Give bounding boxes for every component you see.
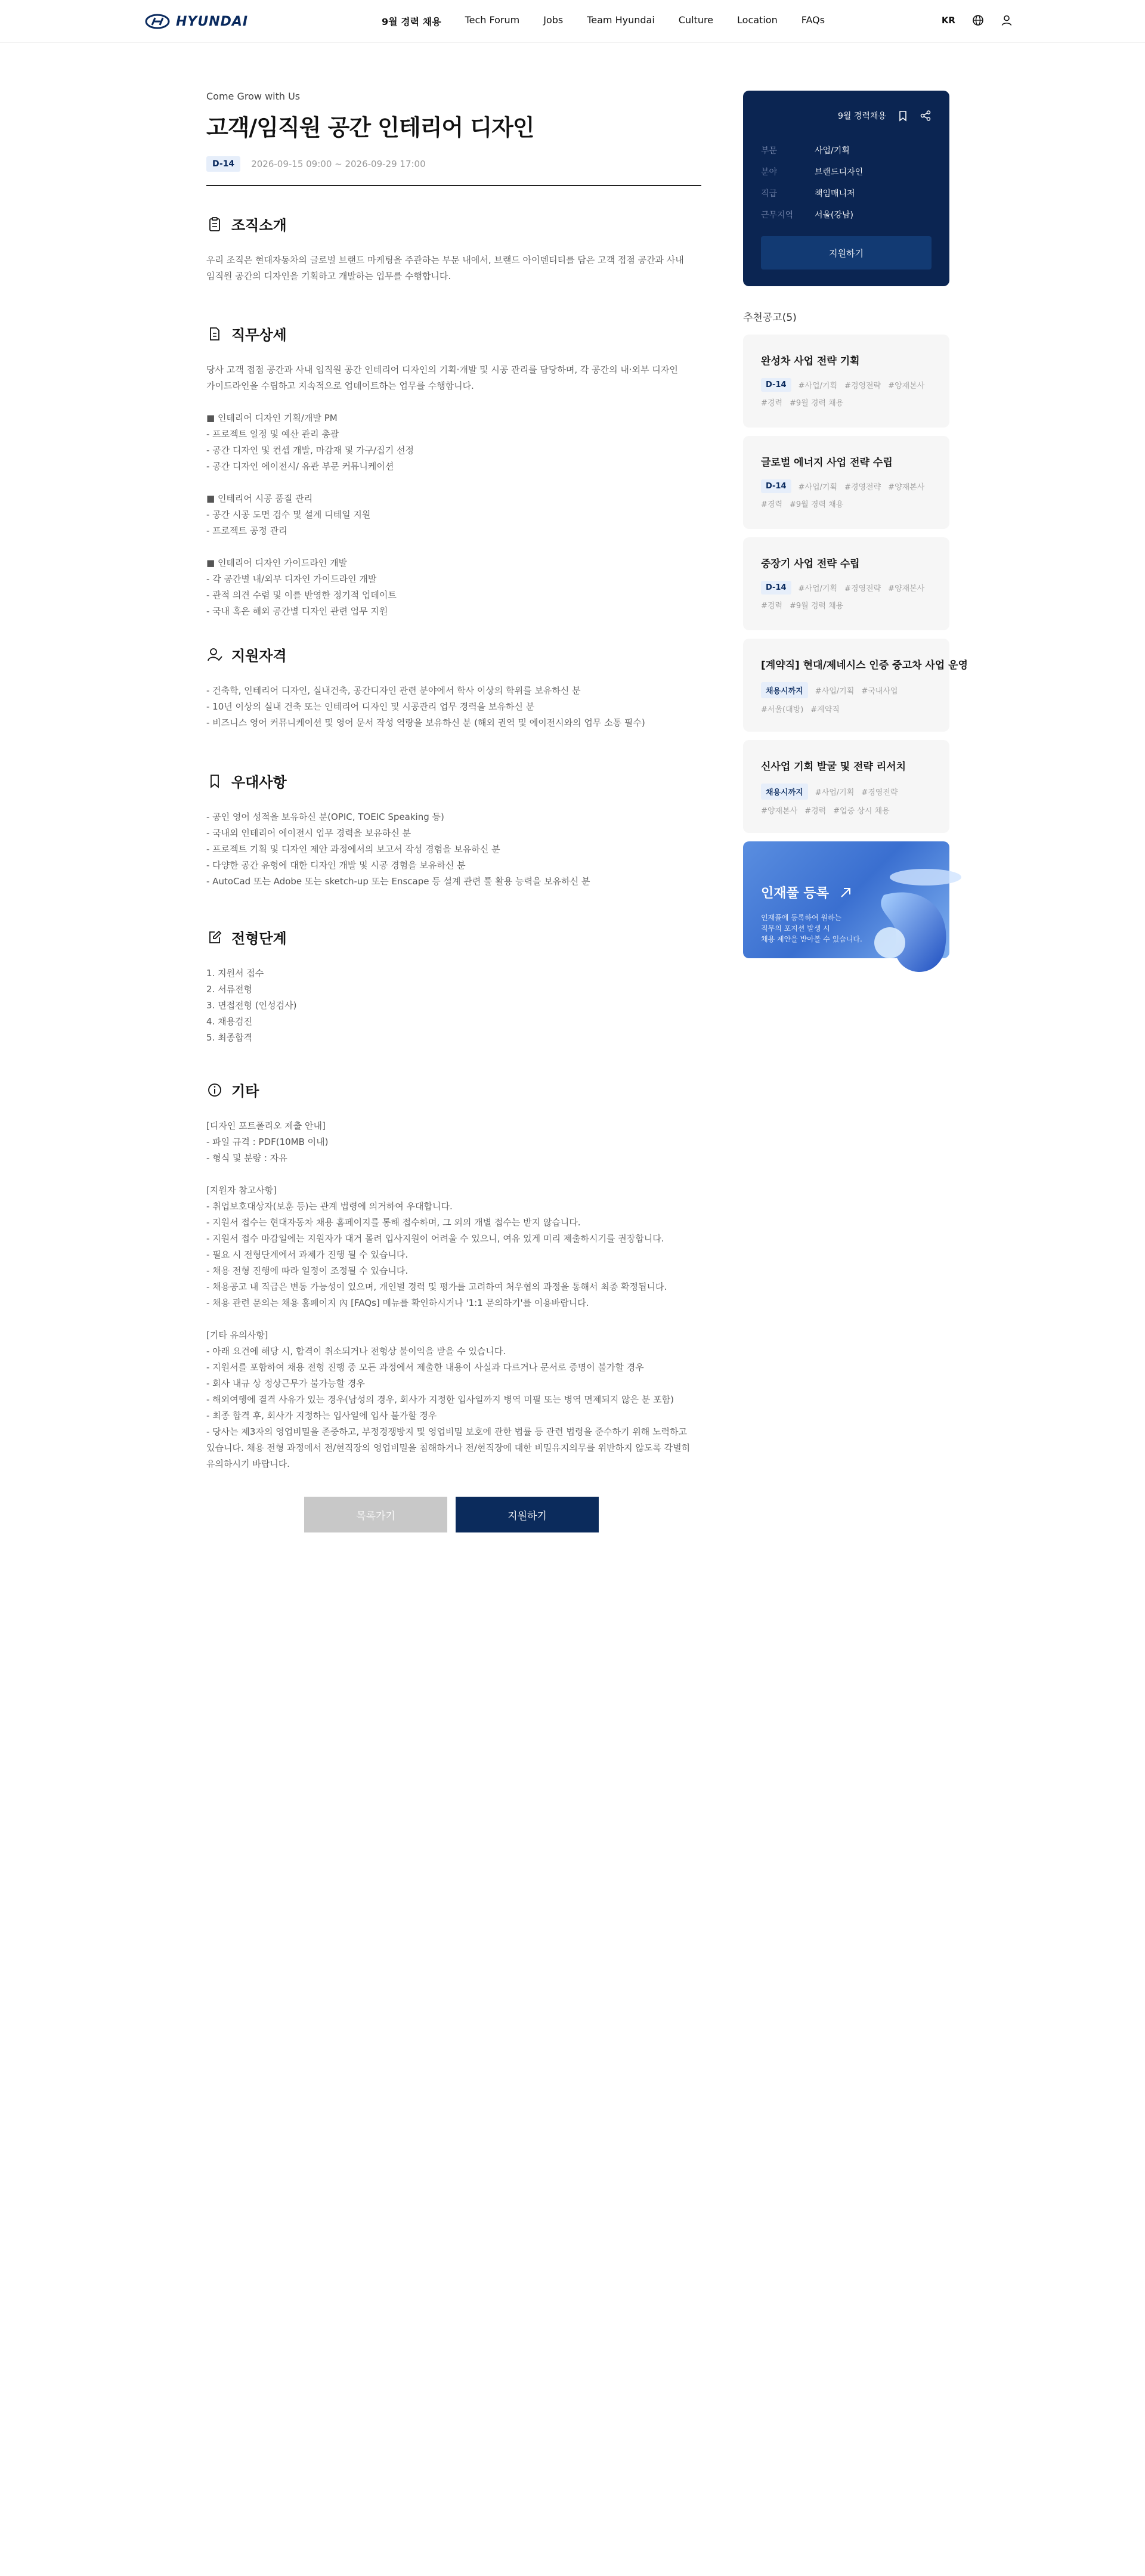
deadline-badge: 채용시까지 — [761, 682, 808, 698]
recommendation-list — [743, 335, 968, 833]
info-icon — [206, 1082, 223, 1098]
info-row-division — [761, 140, 863, 161]
info-key: 직급 — [761, 189, 778, 199]
nav-item-location[interactable]: Location — [737, 14, 778, 26]
section-qualifications — [206, 644, 701, 731]
info-key: 분야 — [761, 168, 778, 177]
tag: #9월 경력 채용 — [790, 500, 844, 509]
info-value: 서울(강남) — [815, 210, 854, 220]
main-nav — [382, 14, 825, 28]
recommendation-name: 중장기 사업 전략 수립 — [761, 558, 860, 570]
tag: #양재본사 — [888, 382, 925, 391]
section-body: - 건축학, 인테리어 디자인, 실내건축, 공간디자인 관련 분야에서 학사 이상의 학위를 보유하신 분 - 10년 이상의 실내 건축 또는 인테리어 디자인 및 시공관리 업무 경력을 보유하신 분 - 비즈니스 영어 커뮤니케이션 및 영어 문서 작성 역량을 보유하신 분 (해외 권역 및 에이전시와의 업무 소통 필수) — [206, 685, 645, 728]
tag: #9월 경력 채용 — [790, 602, 844, 611]
talent-pool-description: 인재풀에 등록하여 원하는 직무의 포지션 발생 시 채용 제안을 받아볼 수 있습니다. — [761, 914, 862, 943]
tag: #양재본사 — [761, 807, 798, 816]
info-row-level — [761, 182, 863, 204]
dday-badge: D-14 — [206, 156, 240, 172]
job-info-list — [761, 140, 863, 225]
bookmark-icon[interactable] — [897, 110, 909, 122]
tag: #경영전략 — [844, 382, 881, 391]
section-title: 우대사항 — [231, 774, 287, 791]
nav-item-team-hyundai[interactable]: Team Hyundai — [587, 14, 655, 26]
tag: #사업/기획 — [798, 584, 838, 593]
page-title: 고객/임직원 공간 인테리어 디자인 — [206, 114, 534, 141]
bottom-actions — [304, 1497, 599, 1532]
tag: #계약직 — [810, 705, 840, 714]
deadline-badge: 채용시까지 — [761, 784, 808, 800]
arrow-up-right-icon — [838, 886, 853, 900]
page-eyebrow: Come Grow with Us — [206, 91, 301, 102]
hyundai-logo-icon — [145, 14, 170, 29]
tag: #업중 상시 채용 — [833, 807, 890, 816]
globe-icon[interactable] — [972, 14, 984, 26]
tag: #경력 — [761, 602, 783, 611]
info-value: 브랜드디자인 — [815, 168, 864, 177]
clipboard-icon — [206, 216, 223, 233]
nav-item-september-hiring[interactable]: 9월 경력 채용 — [382, 16, 441, 27]
tag: #사업/기획 — [815, 687, 855, 696]
recommendation-card[interactable] — [743, 537, 949, 630]
recommendation-card[interactable] — [743, 740, 949, 833]
tag: #국내사업 — [861, 687, 898, 696]
recommendation-name: 완성차 사업 전략 기획 — [761, 355, 860, 367]
tag: #서울(대방) — [761, 705, 804, 714]
site-header — [0, 0, 1145, 43]
info-key: 부문 — [761, 146, 778, 156]
dday-badge: D-14 — [761, 581, 791, 595]
tag: #경력 — [761, 399, 783, 408]
job-meta — [206, 156, 701, 186]
section-title: 직무상세 — [231, 327, 287, 343]
user-check-icon — [206, 646, 223, 663]
section-body: 1. 지원서 접수 2. 서류전형 3. 면접전형 (인성검사) 4. 채용검진 5. 최종합격 — [206, 968, 297, 1043]
section-preferences — [206, 770, 701, 890]
language-toggle[interactable]: KR — [941, 15, 955, 26]
section-title: 기타 — [231, 1083, 259, 1100]
recommendation-card[interactable] — [743, 639, 968, 732]
tag: #경영전략 — [844, 584, 881, 593]
tag: #양재본사 — [888, 584, 925, 593]
tag: #사업/기획 — [798, 382, 838, 391]
recommendations-title: 추천공고(5) — [743, 312, 797, 324]
section-duty — [206, 323, 701, 620]
sidebar-apply-button[interactable]: 지원하기 — [761, 236, 932, 270]
section-etc — [206, 1079, 701, 1472]
talent-pool-banner[interactable] — [743, 841, 949, 958]
recommendation-name: [계약직] 현대/제네시스 인증 중고차 사업 운영 — [761, 660, 968, 671]
nav-item-jobs[interactable]: Jobs — [543, 14, 564, 26]
sidebar — [743, 91, 968, 958]
nav-item-culture[interactable]: Culture — [678, 14, 714, 26]
tag: #사업/기획 — [815, 788, 855, 797]
talent-pool-title: 인재풀 등록 — [761, 886, 829, 901]
dday-badge: D-14 — [761, 479, 791, 493]
tag: #양재본사 — [888, 483, 925, 492]
section-process — [206, 927, 701, 1046]
edit-icon — [206, 929, 223, 946]
job-detail — [206, 91, 701, 1469]
section-org — [206, 213, 701, 284]
apply-card — [743, 91, 949, 286]
section-body: 우리 조직은 현대자동차의 글로벌 브랜드 마케팅을 주관하는 부문 내에서, 브랜드 아이덴티티를 담은 고객 접점 공간과 사내 임직원 공간의 디자인을 기획하고 개발하는 업무를 수행합니다. — [206, 255, 684, 281]
bookmark-icon — [206, 773, 223, 789]
info-key: 근무지역 — [761, 210, 794, 220]
hiring-label: 9월 경력채용 — [838, 112, 886, 121]
apply-button[interactable]: 지원하기 — [456, 1497, 599, 1532]
section-title: 전형단계 — [231, 930, 287, 947]
info-value: 사업/기획 — [815, 146, 850, 156]
document-icon — [206, 326, 223, 342]
section-body: 당사 고객 접점 공간과 사내 임직원 공간 인테리어 디자인의 기획·개발 및 시공 관리를 담당하며, 각 공간의 내·외부 디자인 가이드라인을 수립하고 지속적으로 업데이트하는 업무를 수행합니다. ■ 인테리어 디자인 기획/개발 PM - 프로젝트 일정 및 예산 관리 총괄 - 공간 디자인 및 컨셉 개발, 마감재 및 가구/집기 선정 - 공간 디자인 에이전시/ 유관 부문 커뮤니케이션 ■ 인테리어 시공 품질 관리 - 공간 시공 도면 검수 및 설계 디테일 지원 - 프로젝트 공정 관리 ■ 인테리어 디자인 가이드라인 개발 - 각 공간별 내/외부 디자인 가이드라인 개발 - 관적 의견 수렴 및 이를 반영한 정기적 업데이트 - 국내 혹은 해외 공간별 디자인 관련 업무 지원 — [206, 364, 678, 617]
recommendation-card[interactable] — [743, 335, 949, 428]
application-period: 2026-09-15 09:00 ~ 2026-09-29 17:00 — [251, 159, 426, 169]
tag: #경력 — [804, 807, 827, 816]
section-title: 조직소개 — [231, 217, 287, 234]
user-icon[interactable] — [1001, 14, 1013, 26]
section-body: [디자인 포트폴리오 제출 안내] - 파일 규격 : PDF(10MB 이내) - 형식 및 분량 : 자유 [지원자 참고사항] - 취업보호대상자(보훈 등)는 관계 법령에 의거하여 우대합니다. - 지원서 접수는 현대자동차 채용 홈페이지를 통해 접수하며, 그 외의 개별 접수는 받지 않습니다. - 지원서 접수 마감일에는 지원자가 대거 몰려 입사지원이 어려울 수 있으니, 여유 있게 미리 제출하시기를 권장합니다. - 필요 시 전형단계에서 과제가 진행 될 수 있습니다. - 채용 전형 진행에 따라 일정이 조정될 수 있습니다. - 채용공고 내 직급은 변동 가능성이 있으며, 개인별 경력 및 평가를 고려하여 처우협의 과정을 통해서 최종 확정됩니다. - 채용 관련 문의는 채용 홈페이지 內 [FAQs] 메뉴를 확인하시거나 '1:1 문의하기'를 이용바랍니다. [기타 유의사항] - 아래 요건에 해당 시, 합격이 취소되거나 전형상 불이익을 받을 수 있습니다. - 지원서를 포함하여 채용 전형 진행 중 모든 과정에서 제출한 내용이 사실과 다르거나 문서로 증명이 불가할 경우 - 회사 내규 상 정상근무가 불가능할 경우 - 해외여행에 결격 사유가 있는 경우(남성의 경우, 회사가 지정한 입사일까지 병역 미필 또는 병역 면제되지 않은 분 포함) - 최종 합격 후, 회사가 지정하는 입사일에 입사 불가할 경우 - 당사는 제3자의 영업비밀을 존중하고, 부정경쟁방지 및 영업비밀 보호에 관한 법률 등 관련 법령을 준수하기 위해 노력하고 있습니다. 채용 전형 과정에서 전/현직장의 영업비밀을 침해하거나 전/현직장에 대한 비밀유지의무를 위반하지 않도록 각별히 유의하시기 바랍니다. — [206, 1120, 691, 1469]
tag: #사업/기획 — [798, 483, 838, 492]
recommendation-card[interactable] — [743, 436, 949, 529]
nav-item-tech-forum[interactable]: Tech Forum — [465, 14, 520, 26]
header-utilities — [942, 14, 1013, 26]
dday-badge: D-14 — [761, 378, 791, 392]
tag: #경력 — [761, 500, 783, 509]
tag: #9월 경력 채용 — [790, 399, 844, 408]
section-title: 지원자격 — [231, 648, 287, 664]
back-to-list-button[interactable]: 목록가기 — [304, 1497, 447, 1532]
recommendation-name: 글로벌 에너지 사업 전략 수립 — [761, 457, 893, 469]
share-icon[interactable] — [920, 110, 932, 122]
logo-text: HYUNDAI — [176, 14, 249, 29]
section-body: - 공인 영어 성적을 보유하신 분(OPIC, TOEIC Speaking 등) - 국내외 인테리어 에이전시 업무 경력을 보유하신 분 - 프로젝트 기획 및 디자인 제안 과정에서의 보고서 작성 경험을 보유하신 분 - 다양한 공간 유형에 대한 디자인 개발 및 시공 경험을 보유하신 분 - AutoCad 또는 Adobe 또는 sketch-up 또는 Enscape 등 설계 관련 툴 활용 능력을 보유하신 분 — [206, 812, 590, 887]
tag: #경영전략 — [844, 483, 881, 492]
info-row-field — [761, 161, 863, 182]
nav-item-faqs[interactable]: FAQs — [801, 14, 825, 26]
recommendation-name: 신사업 기회 발굴 및 전략 리서치 — [761, 761, 906, 773]
hyundai-logo[interactable] — [145, 13, 248, 30]
info-value: 책임매니저 — [815, 189, 855, 199]
info-row-location — [761, 204, 863, 225]
tag: #경영전략 — [861, 788, 898, 797]
